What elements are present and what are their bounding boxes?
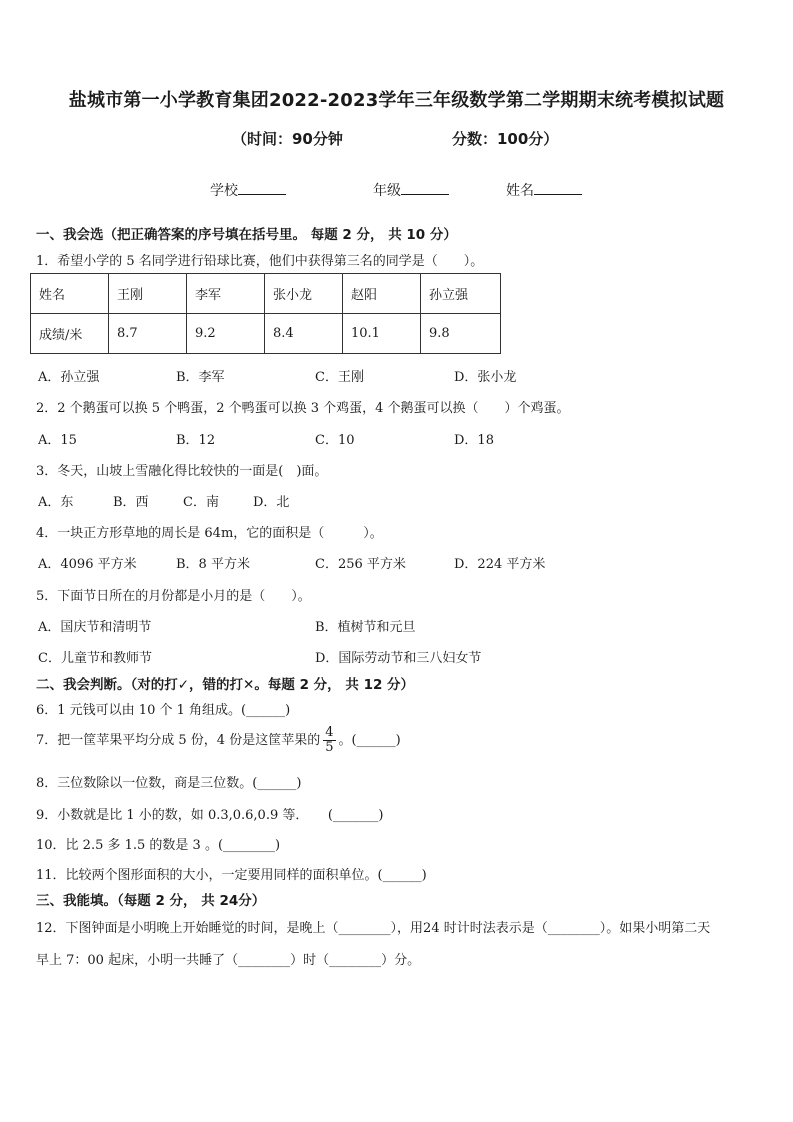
question-5: 5．下面节日所在的月份都是小月的是（ ）。 [36,589,311,604]
question-11: 11．比较两个图形面积的大小，一定要用同样的面积单位。(______) [36,868,427,883]
q3-option-d[interactable]: D．北 [253,495,290,510]
school-blank [238,180,286,195]
fraction [323,726,335,755]
table-cell: 姓名 [31,274,109,314]
q1-option-c[interactable]: C．王刚 [315,370,364,385]
shotput-results-table [30,273,501,354]
grade-label: 年级 [373,183,401,199]
q1-option-b[interactable]: B．李军 [176,370,225,385]
question-3: 3．冬天，山坡上雪融化得比较快的一面是( )面。 [36,464,328,479]
question-1: 1．希望小学的 5 名同学进行铅球比赛，他们中获得第三名的同学是（ ）。 [36,254,484,269]
q3-option-b[interactable]: B．西 [113,495,149,510]
question-10: 10．比 2.5 多 1.5 的数是 3 。(________) [36,838,281,853]
q2-option-d[interactable]: D．18 [454,433,494,448]
q4-option-b[interactable]: B．8 平方米 [176,557,250,572]
question-9: 9．小数就是比 1 小的数，如 0.3,0.6,0.9 等． (_______) [36,808,384,823]
exam-score: 分数：100分） [452,130,559,148]
table-cell: 李军 [187,274,265,314]
question-12-line2: 早上 7：00 起床，小明一共睡了（________）时（________）分。 [36,953,421,968]
school-label: 学校 [210,183,238,199]
question-2: 2．2 个鹅蛋可以换 5 个鸭蛋，2 个鸭蛋可以换 3 个鸡蛋，4 个鹅蛋可以换（ ）个鸡蛋。 [36,401,570,416]
exam-title: 盐城市第一小学教育集团2022-2023学年三年级数学第二学期期末统考模拟试题 [68,90,725,111]
table-cell: 成绩/米 [31,314,109,354]
question-7 [36,726,401,755]
q5-option-b[interactable]: B．植树节和元旦 [315,620,416,635]
question-12-line1: 12．下图钟面是小明晚上开始睡觉的时间，是晚上（________），用24 时计时法表示是（________）。如果小明第二天 [36,921,711,936]
q4-option-d[interactable]: D．224 平方米 [454,557,546,572]
section2-heading: 二、我会判断。（对的打✓，错的打✕。每题 2 分， 共 12 分） [36,677,415,693]
table-cell: 孙立强 [421,274,501,314]
q5-option-a[interactable]: A．国庆节和清明节 [38,620,152,635]
q7-text-after: 。(______) [338,733,401,748]
table-cell: 8.7 [109,314,187,354]
fraction-denominator: 5 [325,740,334,755]
section3-heading: 三、我能填。（每题 2 分， 共 24分） [36,893,266,909]
q5-option-c[interactable]: C．儿童节和教师节 [38,651,152,666]
table-cell: 8.4 [265,314,343,354]
q3-option-a[interactable]: A．东 [38,495,74,510]
question-6: 6．1 元钱可以由 10 个 1 角组成。(______) [36,703,291,718]
q2-option-a[interactable]: A．15 [38,433,77,448]
q2-option-c[interactable]: C．10 [315,433,355,448]
name-label: 姓名 [506,183,534,199]
table-cell: 王刚 [109,274,187,314]
question-4: 4．一块正方形草地的周长是 64m，它的面积是（ ）。 [36,526,383,541]
fraction-numerator: 4 [325,725,334,740]
table-cell: 9.8 [421,314,501,354]
q1-option-d[interactable]: D．张小龙 [454,370,517,385]
table-cell: 赵阳 [343,274,421,314]
section1-heading: 一、我会选（把正确答案的序号填在括号里。 每题 2 分， 共 10 分） [36,227,457,243]
grade-field [373,180,449,200]
grade-blank [401,180,449,195]
table-cell: 10.1 [343,314,421,354]
table-cell: 9.2 [187,314,265,354]
q2-option-b[interactable]: B．12 [176,433,216,448]
question-8: 8．三位数除以一位数，商是三位数。(______) [36,776,302,791]
q1-option-a[interactable]: A．孙立强 [38,370,100,385]
school-field [210,180,286,200]
name-blank [534,180,582,195]
table-cell: 张小龙 [265,274,343,314]
name-field [506,180,582,200]
q3-option-c[interactable]: C．南 [183,495,219,510]
q4-option-a[interactable]: A．4096 平方米 [38,557,137,572]
table-row [31,274,501,314]
table-row [31,314,501,354]
q5-option-d[interactable]: D．国际劳动节和三八妇女节 [315,651,482,666]
q7-text-before: 7．把一筐苹果平均分成 5 份，4 份是这筐苹果的 [36,733,321,748]
q4-option-c[interactable]: C．256 平方米 [315,557,406,572]
exam-time: （时间：90分钟 [232,130,343,148]
